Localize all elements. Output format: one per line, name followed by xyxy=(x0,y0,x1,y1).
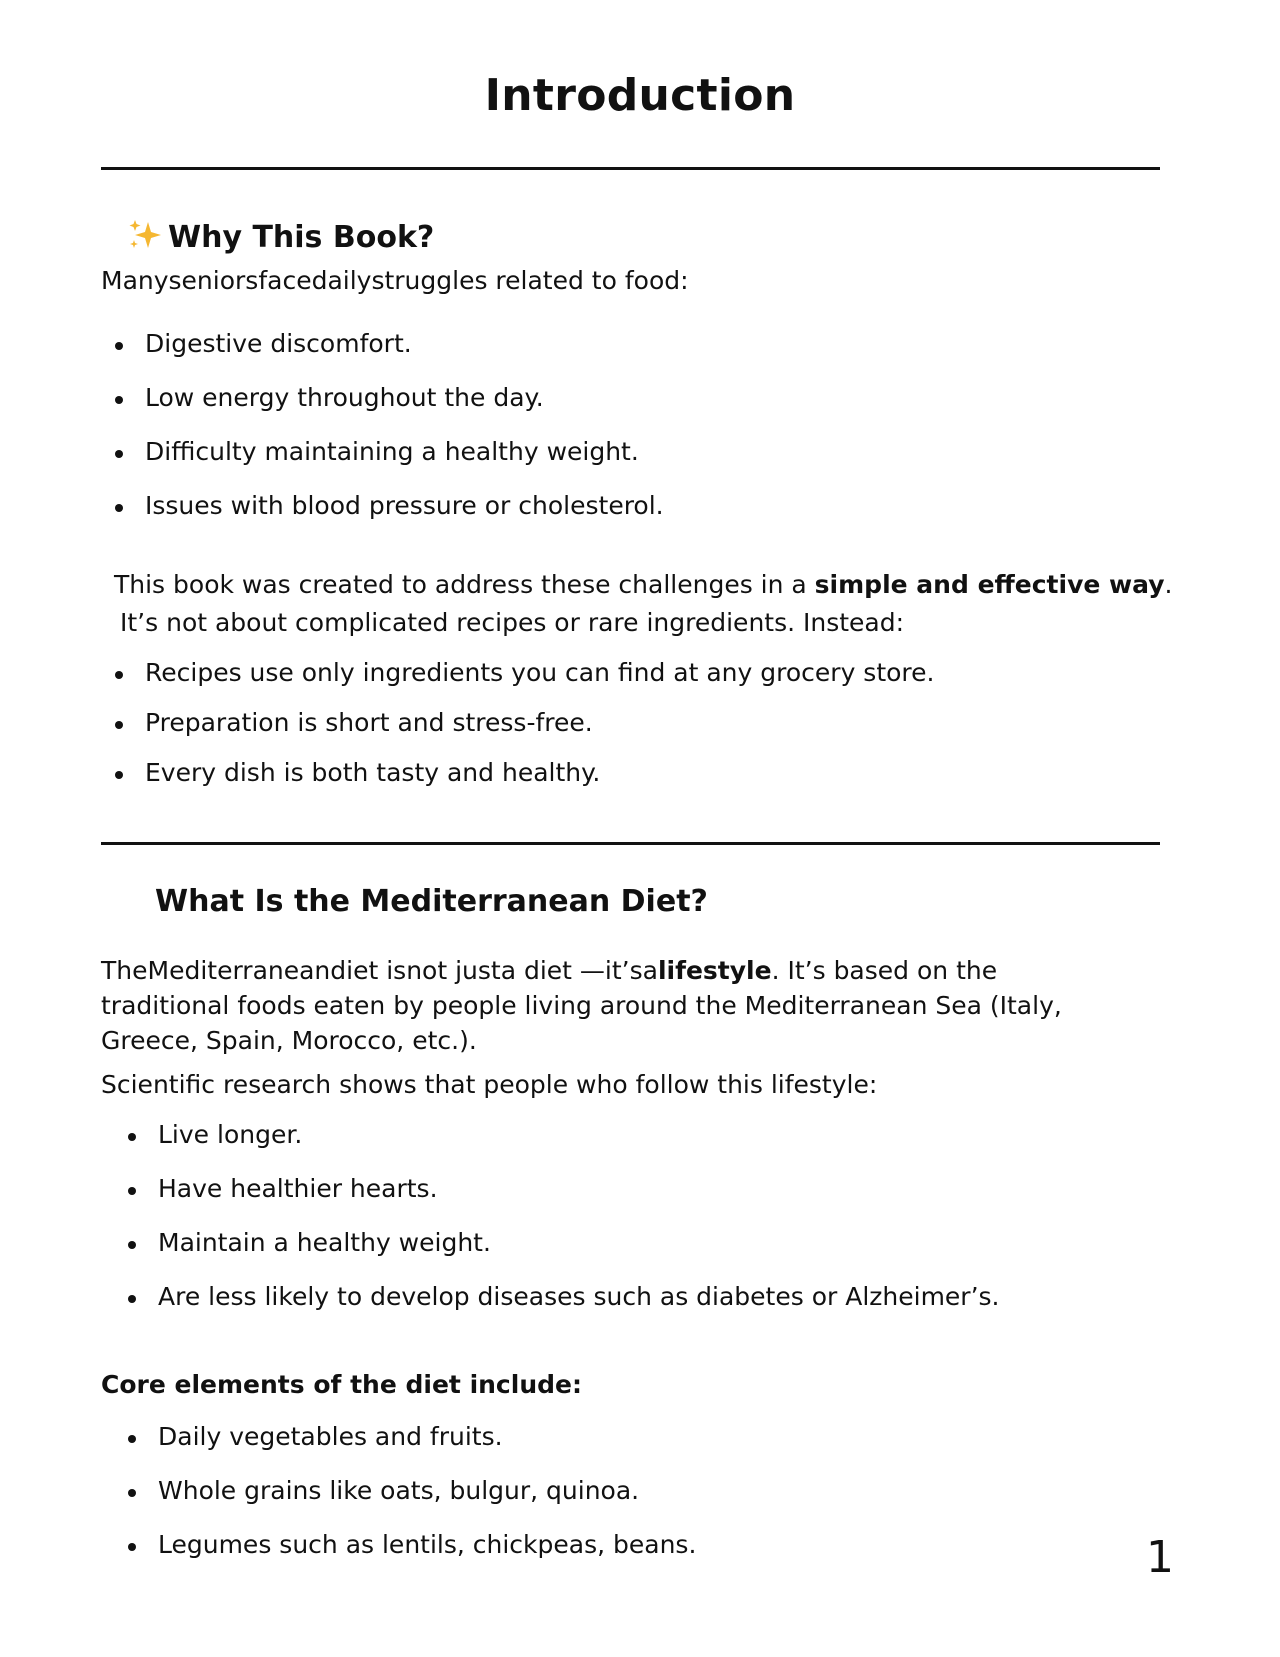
bullet-dot-icon xyxy=(115,450,123,458)
list-item: Daily vegetables and fruits. xyxy=(114,1420,696,1474)
list-item: Are less likely to develop diseases such as diabetes or Alzheimer’s. xyxy=(114,1280,1000,1334)
bullet-dot-icon xyxy=(115,504,123,512)
research-list xyxy=(114,1118,1000,1334)
list-item: Legumes such as lentils, chickpeas, beans. xyxy=(114,1528,696,1582)
bullet-dot-icon xyxy=(128,1543,136,1551)
core-elements-list xyxy=(114,1420,696,1582)
bullet-dot-icon xyxy=(128,1133,136,1141)
core-elements-heading: Core elements of the diet include: xyxy=(101,1370,582,1399)
bullet-dot-icon xyxy=(128,1241,136,1249)
list-item: Every dish is both tasty and healthy. xyxy=(101,756,935,806)
bullet-dot-icon xyxy=(115,396,123,404)
bullet-dot-icon xyxy=(128,1489,136,1497)
list-item: Difficulty maintaining a healthy weight. xyxy=(101,435,664,489)
bullet-dot-icon xyxy=(115,671,123,679)
book-purpose-line2: It’s not about complicated recipes or rare ingredients. Instead: xyxy=(120,608,905,637)
diet-description: TheMediterraneandiet isnot justa diet —it’salifestyle. It’s based on the traditional foods eaten by people living around the Mediterranean Sea (Italy, Greece, Spain, Morocco, etc.). xyxy=(101,956,1062,1055)
why-this-book-heading xyxy=(128,218,434,255)
list-item: Live longer. xyxy=(114,1118,1000,1172)
bullet-dot-icon xyxy=(128,1435,136,1443)
list-item: Preparation is short and stress-free. xyxy=(101,706,935,756)
sparkles-icon xyxy=(128,218,162,252)
list-item: Have healthier hearts. xyxy=(114,1172,1000,1226)
list-item: Maintain a healthy weight. xyxy=(114,1226,1000,1280)
mediterranean-diet-heading: What Is the Mediterranean Diet? xyxy=(155,884,708,919)
bullet-dot-icon xyxy=(115,342,123,350)
list-item: Recipes use only ingredients you can find at any grocery store. xyxy=(101,656,935,706)
bullet-dot-icon xyxy=(128,1187,136,1195)
list-item: Low energy throughout the day. xyxy=(101,381,664,435)
benefits-list xyxy=(101,656,935,806)
bullet-dot-icon xyxy=(128,1295,136,1303)
bullet-dot-icon xyxy=(115,771,123,779)
top-divider xyxy=(101,167,1160,170)
page-title: Introduction xyxy=(484,70,796,121)
why-this-book-heading-text: Why This Book? xyxy=(168,220,435,255)
struggles-intro: Manyseniorsfacedailystruggles related to food: xyxy=(101,266,689,295)
page-number: 1 xyxy=(1146,1532,1174,1583)
research-intro: Scientific research shows that people who follow this lifestyle: xyxy=(101,1070,878,1099)
list-item: Issues with blood pressure or cholesterol. xyxy=(101,489,664,543)
list-item: Whole grains like oats, bulgur, quinoa. xyxy=(114,1474,696,1528)
list-item: Digestive discomfort. xyxy=(101,327,664,381)
struggles-list xyxy=(101,327,664,543)
book-purpose-line1: This book was created to address these challenges in a simple and effective way. xyxy=(114,570,1173,599)
section-divider xyxy=(101,842,1160,845)
bullet-dot-icon xyxy=(115,721,123,729)
